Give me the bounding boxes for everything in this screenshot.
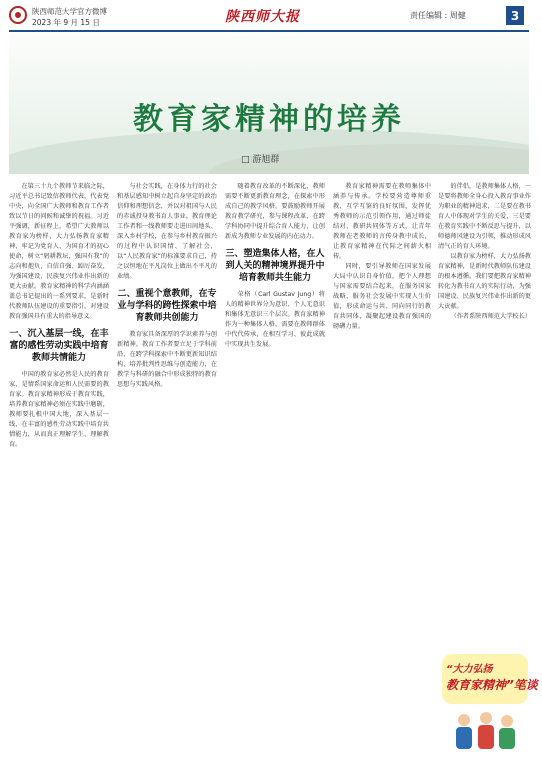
callout-line-2: 教育家精神”笔谈 — [446, 678, 538, 692]
series-callout — [438, 640, 538, 760]
publication-name: 陕西师范大学官方微博 — [32, 7, 107, 16]
article-author: □ 游旭群 — [241, 155, 280, 165]
section-heading-1: 一、沉入基层一线，在丰富的感性劳动实践中培育教师共情能力 — [9, 329, 109, 363]
title-banner — [9, 34, 529, 174]
people-illustration-icon — [448, 710, 522, 754]
article-column-3 — [225, 182, 325, 762]
article-column-5 — [438, 182, 531, 612]
paragraph: 随着教育改革的不断深化，教师需要不断更新教育理念，在探索中形成自己的教学风格。要鼓励教师开展教育教学研究，参与课程改革，在跨学科协同中提升综合育人能力，让创新成为教师专业发展的内在动力。 — [225, 183, 325, 240]
page-header — [0, 0, 542, 34]
author-note: （作者系陕西师范大学校长） — [450, 313, 531, 320]
page-number: 3 — [506, 6, 524, 25]
paragraph: 同时，要引导教师在国家发展大局中认识自身价值，把个人理想与国家需要结合起来，在服务国家战略、服务社会发展中实现人生价值，形成命运与共、同向同行的教育共同体，凝聚起建设教育强国的磅礴力量。 — [333, 263, 431, 330]
paragraph: 教育家具备深厚的学识素养与创新精神。教育工作者要立足于学科前沿，在跨学科探索中不断更新知识结构，培养批判性思维与创造能力，在教学与科研的融合中形成独特的教育思想与实践风格。 — [117, 331, 217, 388]
masthead: 陕西师大报 — [225, 9, 300, 25]
paragraph: 中国的教育家必然是人民的教育家，是情系国家命运和人民需要的教育家。教育家精神形成于教育实践，培养教育家精神必须在实践中磨砺，教师要扎根中国大地，深入基层一线，在丰富的感性劳动实践中培育共情能力，从而真正理解学生、理解教育。 — [9, 371, 109, 448]
article-column-1 — [9, 182, 109, 762]
section-heading-2: 二、重视个意教师，在专业与学科的跨性探索中培育教师共创能力 — [117, 289, 217, 323]
paragraph: 以教育家为榜样，大力弘扬教育家精神，是新时代教师队伍建设的根本遵循。我们要把教育家精神转化为教书育人的实际行动，为强国建设、民族复兴伟业作出新的更大贡献。 — [438, 253, 531, 310]
paragraph: 荣格（Carl Gustav Jung）将人的精神世界分为意识、个人无意识和集体无意识三个层次。教育家精神作为一种集体人格，需要在教师群体中代代传承，在相互学习、彼此成就中实现共生发展。 — [225, 291, 325, 348]
paragraph: 在第三十九个教师节来临之际，习近平总书记致信教师代表，代表党中央，向全国广大教师和教育工作者致以节日的问候和诚挚的祝福。习近平强调，新征程上，希望广大教师以教育家为榜样，大力弘扬教育家精神，牢记为党育人、为国育才的初心使命，树立“躬耕教坛，强国有我”的志向和抱负，自信自强、踔厉奋发，为强国建设、民族复兴伟业作出新的更大贡献。教育家精神的科学内涵涵盖总书记提出的一系列要求，是新时代教师队伍建设的重要指引，对建设教育强国具有重大的指导意义。 — [9, 183, 109, 320]
paragraph: 与社会实践，在身体力行的社会和基层感知中树立起自身坚定的政治信仰和理想信念，并以对祖国与人民的赤诚投身教书育人事业。教育理论工作者和一线教师要走进田间地头、深入乡村学校，在参与乡村教育振兴的过程中认识国情、了解社会，以“人民教育家”的标准要求自己，持之以恒地在平凡岗位上做出不平凡的业绩。 — [117, 183, 217, 280]
callout-line-1: “大力弘扬 — [446, 664, 493, 675]
article-column-4 — [333, 182, 431, 762]
responsible-editor: 责任编辑 : 周健 — [410, 11, 466, 20]
article-title: 教育家精神的培养 — [133, 102, 405, 137]
header-divider — [9, 30, 529, 32]
publication-date: 2023 年 9 月 15 日 — [32, 18, 100, 27]
article-column-2 — [117, 182, 217, 762]
university-logo-icon — [9, 6, 27, 24]
paragraph: 的伴侣，是教师集体人格，一是要将教师全身心投入教育事业作为职业的精神追求，二是要在教书育人中体现对学生的关爱，三是要在教育实践中不断反思与提升，以师德师风建设为引领，推动形成风清气正的育人环境。 — [438, 183, 531, 250]
paragraph: 教育家精神需要在教师集体中涵养与传承。学校要营造尊师重教、互学互鉴的良好氛围，发挥优秀教师的示范引领作用，通过师徒结对、教研共同体等方式，让青年教师在老教师的言传身教中成长，让教育家精神在代际之间薪火相传。 — [333, 183, 431, 260]
section-heading-3: 三、塑造集体人格，在人到人关的精神境界提升中培育教师共生能力 — [225, 249, 325, 283]
